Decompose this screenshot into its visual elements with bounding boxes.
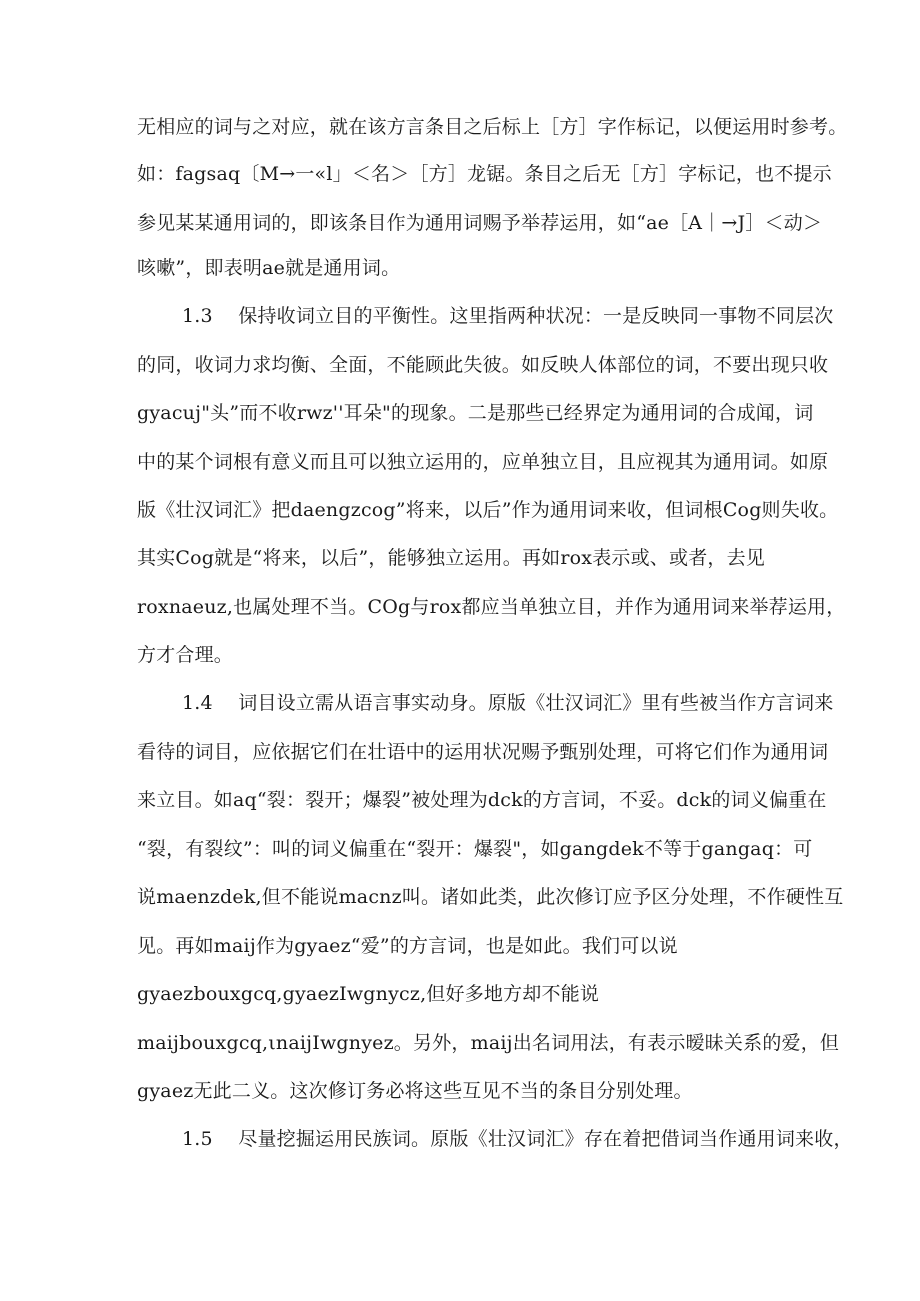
text-line: 参见某某通用词的，即该条目作为通用词赐予举荐运用，如“ae［A｜→J］＜动＞	[137, 212, 823, 234]
text-line: 的同，收词力求均衡、全面，不能顾此失彼。如反映人体部位的词，不要出现只收	[137, 354, 829, 376]
text-line: gyacuj"头”而不收rwz''耳朵"的现象。二是那些已经界定为通用词的合成闻，词	[137, 402, 814, 424]
text-line: 看待的词目，应依据它们在壮语中的运用状况赐予甄别处理，可将它们作为通用词	[137, 741, 829, 763]
text-line: 其实Cog就是“将来，以后”，能够独立运用。再如rox表示或、或者，去见	[137, 547, 766, 569]
section-heading-1-5: 1.5 尽量挖掘运用民族词。原版《壮汉词汇》存在着把借词当作通用词来收，	[182, 1128, 853, 1150]
text-line: 版《壮汉词汇》把daengzcog”将来，以后”作为通用词来收，但词根Cog则失收。	[137, 499, 839, 521]
text-line: “裂，有裂纹”：叫的词义偏重在“裂开：爆裂"，如gangdek不等于gangaq：可	[137, 838, 813, 860]
text-line: 中的某个词根有意义而且可以独立运用的，应单独立目，且应视其为通用词。如原	[137, 451, 829, 473]
text-line: 如：fagsaq〔M→一«l」＜名＞［方］龙锯。条目之后无［方］字标记，也不提示	[137, 163, 832, 185]
text-line: 说maenzdek,但不能说macnz叫。诸如此类，此次修订应予区分处理，不作硬性互	[137, 886, 844, 908]
text-line: 见。再如maij作为gyaez“爱”的方言词，也是如此。我们可以说	[137, 935, 678, 957]
text-line: 来立目。如aq“裂：裂开；爆裂”被处理为dck的方言词，不妥。dck的词义偏重在	[137, 789, 827, 811]
text-line: gyaez无此二义。这次修订务必将这些互见不当的条目分别处理。	[137, 1080, 693, 1102]
text-line: roxnaeuz,也属处理不当。COg与rox都应当单独立目，并作为通用词来举荐运用，	[137, 596, 846, 618]
text-line: 方才合理。	[137, 644, 234, 666]
section-heading-1-4: 1.4 词目设立需从语言事实动身。原版《壮汉词汇》里有些被当作方言词来	[182, 692, 834, 714]
text-line: 无相应的词与之对应，就在该方言条目之后标上［方］字作标记，以便运用时参考。	[137, 116, 848, 138]
text-line: 咳嗽”，即表明ae就是通用词。	[137, 257, 401, 279]
text-line: gyaezbouxgcq,gyaezIwgnycz,但好多地方却不能说	[137, 983, 600, 1005]
section-heading-1-3: 1.3 保持收词立目的平衡性。这里指两种状况：一是反映同一事物不同层次	[182, 305, 834, 327]
text-line: maijbouxgcq,ιnaijIwgnyez。另外，maij出名词用法，有表示暧昧关系的爱，但	[137, 1032, 840, 1054]
